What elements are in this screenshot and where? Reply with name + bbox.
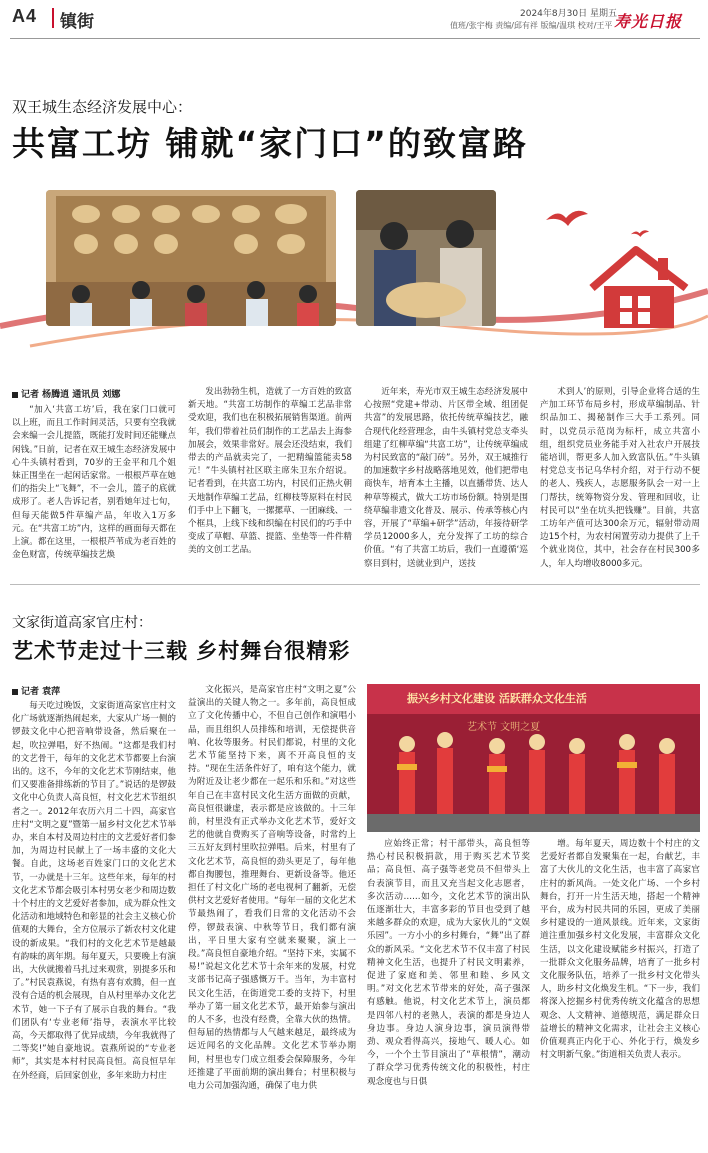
article1-col1-text: “加入‘共富工坊’后，我在家门口就可以上班，而且工作时间灵活，只要有空我就会来编一会儿提篮，既能打发时间还能赚点闲钱。”日前，记者在双王城生态经济发展中心牛头镇村看到，70岁的王金平和几个姐妹正围坐在一起闲话家常。一根根芦草在她们的指尖上“飞舞”，不一会儿，篮子的底就成形了。老人告诉记者，别看她年过七旬，但每天能做5件草编产品，年收入1万多元。在“共富工坊”内，这样的画面每天都在上演。都在这里，一根根芦苇成为老百姓的金色财富，传统草编技艺焕: [12, 405, 176, 561]
article2-col2-text: 文化振兴，是高家官庄村“文明之夏”公益演出的关键人物之一。多年前，高良恒成立了文化传播中心，不但自己创作和演唱小品，而且组织人员排练和培训，无偿提供音响、化妆等服务。村民们都说，村里的文化艺术节能坚持下来，离不开高良恒的支持。“现在生活条件好了，咱有这个能力，就为附近及让老少都在一起乐和乐和。”对这些年自己在丰富村民文化生活方面做的贡献，高良恒很谦虚，表示都是应该做的。十三年前，村里没有正式举办文化艺术节，爱好文艺的他就自费购买了音响等设备，时常约上三五好友到村里吹拉弹唱。后来，村里有了文化艺术节，高良恒的劲头更足了，每年他都自掏腰包，推理舞台、更新设备等。他还担任了村文化广场的老电视柯了翻新，无偿供村文艺爱好者使用。“每年一届的文化艺术节最热闹了，看我们日常的文化活动不会停，锣鼓表演、中秋等节日，我们都有演出，平日里大家有空就来聚聚，演上一段。”高良恒自豪地介绍。“坚持下来，实属不易!”说起文化艺术节十余年来的发展，村党支部书记高子强感慨万千。当年，为丰富村民文化生活，在街道党工委的支持下，村里举办了第一届文化艺术节，最开始参与演出的人不多，也没有经费，全靠大伙的热情。但每届的热情都与人气越来越足，最终成为远近闻名的文化品牌。文化艺术节举办期间，村里也专门成立组委会保障服务，今年还推建了平面前期的演出舞台；村里积极与电力公司加强沟通，确保了电力供: [188, 685, 356, 1092]
article1-column-2: [188, 386, 352, 580]
article2-column-1: [12, 700, 176, 1150]
stage-banner-text: 振兴乡村文化建设 活跃群众文化生活: [407, 692, 587, 705]
article1-kicker: 双王城生态经济发展中心：: [12, 98, 193, 116]
article1-column-4: [540, 386, 700, 580]
bird-icon: [630, 228, 650, 238]
article2-byline: [12, 684, 60, 697]
stage-backdrop-text: 艺术节 文明之夏: [467, 722, 541, 733]
header-rule: [10, 38, 700, 39]
weavers-closeup-photo: [356, 190, 496, 326]
article1-byline: [12, 387, 120, 400]
article1-col2-text: 发出勃勃生机，造就了一方百姓的致富新天地。“共富工坊制作的草编工艺品非常受欢迎，我们也在积极拓展销售渠道。前两年，我们带着社员们制作的工艺品去上海参加展会，效果非常好。展会还没结束，我们带去的产品就卖完了，一把精编篮能卖58元！”牛头镇村社区联主席朱卫东介绍说。记者看到，在共富工坊内，村民们正热火朝天地制作草编工艺品，红柳枝等原料在村民们手中上下翻飞，一摞摞草、一团麻线、一个框具，上线下线和织编在村民们的巧手中变成了草帽、草篮、提篮、坐垫等一件件精美的文创工艺品。: [188, 387, 352, 556]
stage-performance-photo: [367, 684, 700, 832]
byline-marker: [12, 689, 18, 695]
article2-column-4: [540, 838, 700, 1150]
article2-byline-text: 记者 袁萍: [21, 687, 61, 697]
article1-byline-text: 记者 杨腾逍 通讯员 刘娜: [21, 390, 121, 400]
article1-col3-text: 近年来，寿光市双王城生态经济发展中心按照“党建+带动、片区带全域、组团促共富”的发展思路，依托传统草编技艺，融合现代化经营理念，由牛头镇村党总支牵头组建了红柳草编“共富工坊”，让传统草编成为村民致富的“敲门砖”。另外，双王城推行的加速数字乡村战略落地见效，他们把带电商快车，培育本土主播，以直播带货、达人种草等模式，做大工坊市场份额。特别是围绕草编非遗文化普及、展示、传承等核心内容，开展了“草编+研学”活动，年接待研学学员12000多人，充分发挥了工坊的综合价值。“有了共富工坊后，我们一直遵循‘巡察目到村，送就业到户，送技: [364, 387, 528, 569]
article2-col3-text: 应始终正常；村干部带头，高良恒等热心村民积极捐款，用于购买艺术节奖品；高良恒、高子强等老党员不但带头上台表演节目，而且又充当起文化志愿者，多次活动……如今，文化艺术节的演出队伍逐渐壮大，丰富多彩的节目也受到了越来越多群众的欢迎，成为大家伙儿的“文娱乐园”。一方小小的乡村舞台，“舞”出了群众的新风采。“文化艺术节不仅丰富了村民精神文化生活，也提升了村民文明素养，促进了家庭和美、邻里和睦、乡风文明。”对文化艺术节带来的好处，高子强深有感触。他说，村文化艺术节上，演员都是四邻八村的老熟人，表演的都是身边人身边事。身边人演身边事，演员演得带劲、观众看得高兴，接地气、暖人心。如今，一个个土节目演出了“草根情”，潮动了群众学习优秀传统文化的积极性，村庄观念度也与日俱: [367, 839, 530, 1087]
article2-kicker: 文家街道高家官庄村：: [12, 615, 152, 631]
article2-column-3: [367, 838, 530, 1150]
article2-headline: 艺术节走过十三载 乡村舞台很精彩: [12, 639, 351, 663]
byline-marker: [12, 392, 18, 398]
article2-col1-text: 每天吃过晚饭，文家街道高家官庄村文化广场就逐渐热闹起来，大家从广场一侧的锣鼓文化中心把音响带设备，然后聚在一起，吹拉弹唱，好不热闹。“这都是我们村的文艺骨干，每年的文化艺术节都要上台演出的。这不，今年的文化艺术节刚结束，他们又要准备排练新的节目了。”说话的是锣鼓文化中心负责人高良恒，村文化艺术节组织者之一。2012年农历六月二十四，高家官庄村“文明之夏”暨第一届乡村文化艺术节举办，来自本村及周边村庄的文艺爱好者们参加，为周边村民献上了一场丰盛的文化大餐。自此，这场老百姓家门口的文化艺术节，一办就是十三年。这些年来，每年的村文化艺术节都会吸引本村男女老少和周边数十个村庄的文艺爱好者参加，成为群众性文化活动和地域特色和彰显的社会主义核心价值观的大舞台，全方位展示了新农村文化建设的新成果。“我们村的文化艺术节是越最有韵味的离年期。每年夏天，只要晚上有演出，大伙就搬着马扎过来观赏，别提多乐和了。”村民袁燕说，有热有喜有欢腾，但一直没有合适的机会展现，自从村里举办文化艺术节，她一下子有了展示自我的舞台。“我们团队有‘专业老师’指导，表演水平比较高，今天都取得了优异成绩，今年我就得了二等奖!”她自豪地说。袁燕所说的“专业老师”，其实是本村村民高良恒。高良恒早年在外经商，后回家创业，多年来助力村庄: [12, 701, 176, 1081]
bird-icon: [544, 206, 590, 228]
page-header: [0, 0, 708, 38]
workshop-photo: [46, 190, 336, 326]
article2-column-2: [188, 684, 356, 1150]
article1-column-1: [12, 404, 176, 580]
page-number: A4: [12, 6, 38, 26]
article1-headline: 共富工坊 铺就“家门口”的致富路: [12, 124, 528, 163]
newspaper-logo: 寿光日报: [614, 12, 683, 31]
header-divider: [52, 8, 54, 28]
article-divider: [10, 584, 700, 585]
article2-col4-text: 增。每年夏天，周边数十个村庄的文艺爱好者都自发聚集在一起，台献艺，丰富了大伙儿的文化生活，也丰富了高家官庄村的新风尚。一处文化广场、一个乡村舞台，打开一片生活天地，搭起一个精神平台，成为村民共同的乐园，更成了美丽乡村建设的一道风景线。近年来，文家街道注重加强乡村文化发展，丰富群众文化生活，以文化建设赋能乡村振兴，打造了一批群众文化服务品牌，培育了一批乡村文化服务队伍，培养了一批乡村文化带头人，助乡村文化焕发生机。“下一步，我们将深入挖掘乡村优秀传统文化蕴含的思想观念、人文精神、道德规范，满足群众日益增长的精神文化需求，让社会主义核心价值观真正内化于心、外化于行，焕发乡村文明新气象。”街道相关负责人表示。: [540, 839, 700, 1061]
house-icon: [586, 244, 692, 330]
article1-column-3: [364, 386, 528, 580]
section-name: 镇街: [60, 12, 94, 32]
article1-col4-text: 术到人’的原则，引导企业将合适的生产加工环节布局乡村，形成草编制品、针织品加工、揭秘制作三大手工系列。同时，以党员示范岗为标杆，成立共富小组，组织党员业务能手对入社农户开展技能培训，帮更多人加入致富队伍。”牛头镇村党总支书记乌华村介绍，对于行动不便的老人、残疾人，志愿服务队会一对一上门帮扶，统筹物资分发、管理和回收，让村民可以“坐在坑头把钱赚”。目前，共富工坊年产值可达300余万元，辐射带动周边15个村，为农村闲置劳动力提供了上千个就业岗位，其中，社会存在村民300多人，年人均增收8000多元。: [540, 387, 700, 569]
editor-credits: 值班/张宇梅 责编/邱有祥 版编/温琪 校对/王平: [450, 21, 613, 30]
issue-date: 2024年8月30日 星期五: [520, 9, 617, 19]
